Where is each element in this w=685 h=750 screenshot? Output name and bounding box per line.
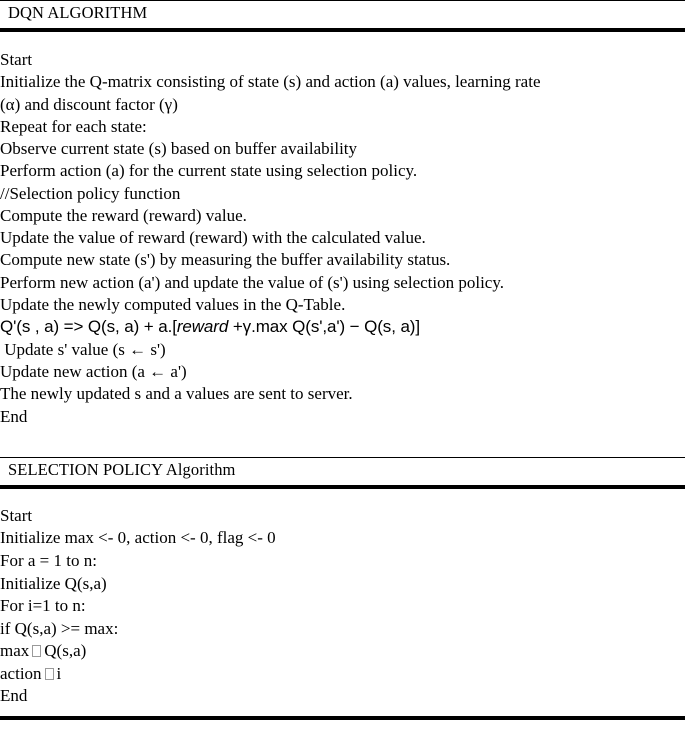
sp-substep-if-condition: [0, 618, 685, 640]
dqn-substep-text: //Selection policy function: [0, 183, 181, 203]
dqn-algorithm-body: [0, 32, 685, 428]
selection-policy-title-row: [0, 457, 685, 489]
dqn-substep-text: Compute new state (s') by measuring the buffer availability status.: [0, 250, 451, 270]
dqn-step-text: End: [0, 406, 28, 426]
dqn-substep-text: Update new action (a ← a'): [0, 362, 187, 382]
selection-policy-algorithm-block: [0, 457, 685, 721]
dqn-substep-update-reward: [0, 227, 685, 249]
dqn-substep-perform-action: [0, 160, 685, 182]
dqn-substep-text: Observe current state (s) based on buffer availability: [0, 139, 358, 159]
dqn-substep-text: Update the value of reward (reward) with the calculated value.: [0, 228, 426, 248]
formula-reward-term: reward: [176, 317, 229, 337]
sp-assign-rhs: i: [56, 663, 62, 683]
dqn-step-start: [0, 49, 685, 71]
sp-assign-lhs: max: [0, 640, 30, 660]
dqn-step-text: Start: [0, 49, 33, 69]
sp-assign-rhs: Q(s,a): [44, 640, 87, 660]
sp-step-start: [0, 505, 685, 528]
dqn-step-end: [0, 406, 685, 428]
dqn-step-text: Repeat for each state:: [0, 116, 147, 136]
dqn-substep-text: Update the newly computed values in the Q-Table.: [0, 294, 346, 314]
dqn-substep-perform-action-comment: [0, 183, 685, 205]
dqn-substep-compute-reward: [0, 205, 685, 227]
formula-suffix: +γ.max Q(s',a') − Q(s, a)]: [228, 317, 420, 337]
dqn-step-list: [0, 49, 685, 428]
sp-step-text: For a = 1 to n:: [0, 551, 97, 571]
dqn-step-text: Initialize the Q-matrix consisting of state (s) and action (a) values, learning rate: [0, 72, 541, 92]
sp-step-for-i: [0, 595, 685, 618]
dqn-q-update-formula: [0, 316, 685, 339]
assignment-box-icon: [32, 645, 41, 657]
figure-bottom-rule: [0, 716, 685, 720]
sp-substep-text: if Q(s,a) >= max:: [0, 618, 119, 638]
dqn-step-text: (α) and discount factor (γ): [0, 94, 178, 114]
selection-policy-algorithm-title: SELECTION POLICY Algorithm: [8, 459, 236, 479]
dqn-substep-update-qtable: [0, 294, 685, 316]
selection-policy-step-list: [0, 505, 685, 708]
formula-prefix: Q'(s , a) => Q(s, a) + a.[: [0, 317, 177, 337]
sp-assign-max: [0, 640, 685, 663]
dqn-substep-update-new-action: [0, 361, 685, 383]
dqn-substep-text: Update s' value (s ← s'): [0, 339, 166, 359]
dqn-substep-text: The newly updated s and a values are sent to server.: [0, 384, 353, 404]
sp-step-initialize: [0, 527, 685, 550]
dqn-step-initialize-continuation: [0, 94, 685, 116]
sp-step-for-a: [0, 550, 685, 573]
sp-body-bottom-spacer: [0, 707, 685, 716]
sp-step-text: End: [0, 686, 28, 706]
dqn-algorithm-title: DQN ALGORITHM: [8, 3, 148, 22]
sp-assign-action: [0, 663, 685, 686]
dqn-body-top-spacer: [0, 32, 685, 49]
dqn-substep-text: Perform new action (a') and update the value of (s') using selection policy.: [0, 272, 504, 292]
dqn-step-initialize: [0, 71, 685, 93]
dqn-substep-compute-new-state: [0, 249, 685, 271]
sp-substep-text: Initialize Q(s,a): [0, 573, 107, 593]
dqn-step-repeat: [0, 116, 685, 138]
dqn-substep-update-s-prime: [0, 339, 685, 361]
dqn-title-row: [0, 0, 685, 32]
block-gap: [0, 428, 685, 457]
sp-substep-initialize-q: [0, 573, 685, 595]
dqn-substep-perform-new-action: [0, 272, 685, 294]
sp-step-end: [0, 685, 685, 707]
sp-step-text: Initialize max <- 0, action <- 0, flag <- 0: [0, 528, 276, 548]
sp-step-text: Start: [0, 505, 33, 525]
dqn-substep-text: Compute the reward (reward) value.: [0, 205, 247, 225]
sp-step-text: For i=1 to n:: [0, 596, 86, 616]
dqn-substep-send-to-server: [0, 383, 685, 405]
sp-assign-lhs: action: [0, 663, 42, 683]
dqn-substep-text: Perform action (a) for the current state using selection policy.: [0, 161, 418, 181]
assignment-box-icon: [45, 668, 54, 680]
dqn-substep-observe: [0, 138, 685, 160]
selection-policy-algorithm-body: [0, 489, 685, 717]
sp-body-top-spacer: [0, 489, 685, 505]
